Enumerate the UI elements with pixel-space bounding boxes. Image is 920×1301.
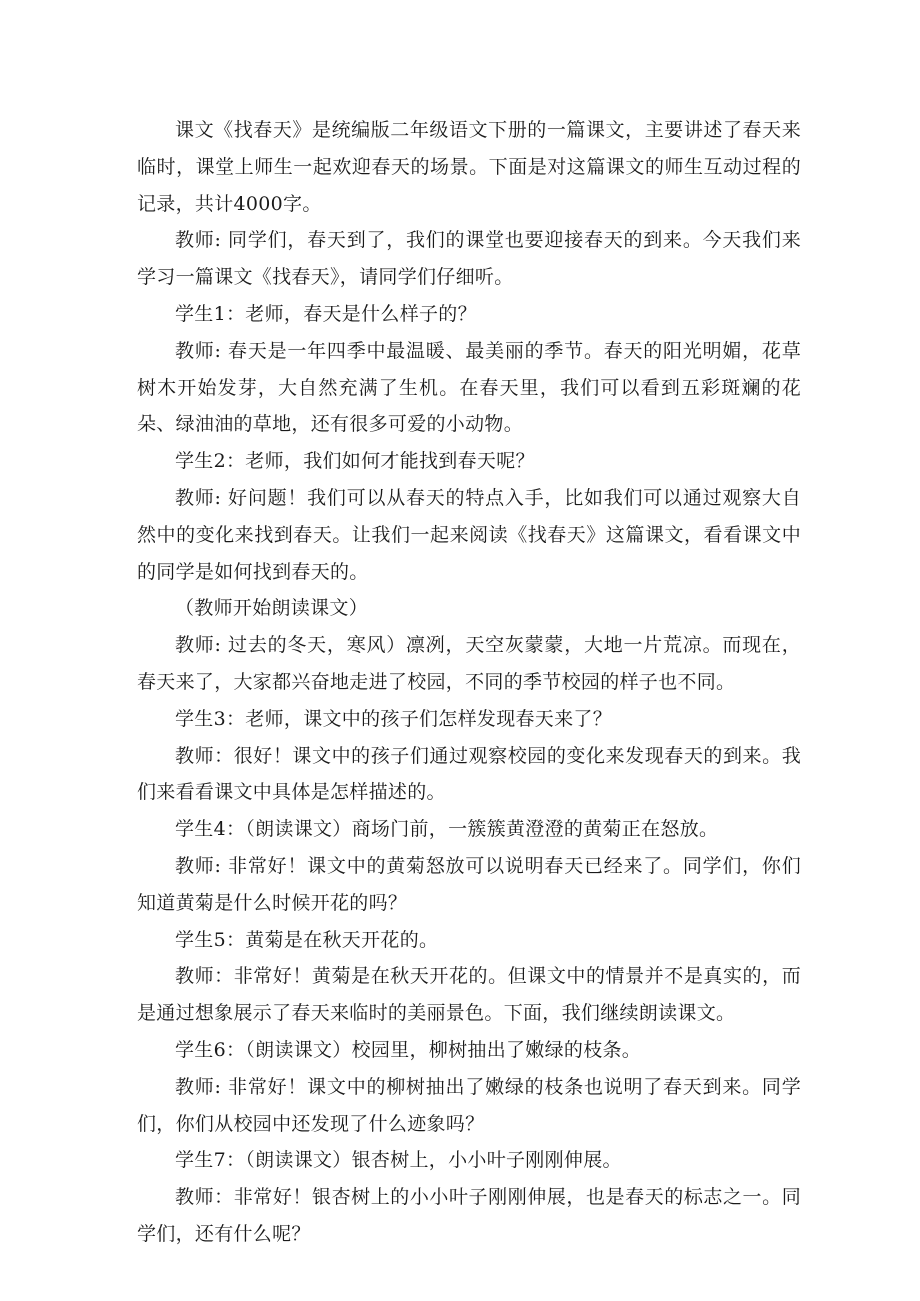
paragraph-student-6: 学生6：（朗读课文）校园里，柳树抽出了嫩绿的枝条。	[175, 1038, 642, 1061]
paragraph-teacher-6: 教师: 非常好！课文中的黄菊怒放可以说明春天已经来了。同学们，你们知道黄菊是什么时候开花的吗？	[137, 854, 801, 914]
paragraph-teacher-1: 教师: 同学们，春天到了，我们的课堂也要迎接春天的到来。今天我们来学习一篇课文《找春天》，请同学们仔细听。	[137, 229, 801, 289]
document-body	[137, 112, 801, 1253]
paragraph-stage-direction: （教师开始朗读课文）	[175, 597, 369, 620]
paragraph-teacher-5: 教师：很好！课文中的孩子们通过观察校园的变化来发现春天的到来。我们来看看课文中具体是怎样描述的。	[137, 744, 801, 804]
paragraph-teacher-9: 教师：非常好！银杏树上的小小叶子刚刚伸展，也是春天的标志之一。同学们，还有什么呢？	[137, 1186, 801, 1245]
paragraph-teacher-8: 教师: 非常好！课文中的柳树抽出了嫩绿的枝条也说明了春天到来。同学们，你们从校园中还发现了什么迹象吗？	[137, 1075, 801, 1135]
paragraph-teacher-2: 教师: 春天是一年四季中最温暖、最美丽的季节。春天的阳光明媚，花草树木开始发芽，大自然充满了生机。在春天里，我们可以看到五彩斑斓的花朵、绿油油的草地，还有很多可爱的小动物。	[137, 339, 801, 436]
paragraph-teacher-7: 教师：非常好！黄菊是在秋天开花的。但课文中的情景并不是真实的，而是通过想象展示了春天来临时的美丽景色。下面，我们继续朗读课文。	[137, 965, 801, 1025]
paragraph-student-7: 学生7：（朗读课文）银杏树上，小小叶子刚刚伸展。	[175, 1149, 622, 1172]
paragraph-student-1: 学生1：老师，春天是什么样子的？	[175, 302, 477, 325]
paragraph-student-4: 学生4：（朗读课文）商场门前，一簇簇黄澄澄的黄菊正在怒放。	[175, 818, 719, 841]
paragraph-teacher-3: 教师: 好问题！我们可以从春天的特点入手，比如我们可以通过观察大自然中的变化来找到春天。让我们一起来阅读《找春天》这篇课文，看看课文中的同学是如何找到春天的。	[137, 486, 801, 583]
paragraph-teacher-4: 教师: 过去的冬天，寒风）凛冽，天空灰蒙蒙，大地一片荒凉。而现在，春天来了，大家都兴奋地走进了校园，不同的季节校园的样子也不同。	[137, 634, 801, 693]
paragraph-student-2: 学生2：老师，我们如何才能找到春天呢？	[175, 450, 535, 473]
paragraph-intro: 课文《找春天》是统编版二年级语文下册的一篇课文，主要讲述了春天来临时，课堂上师生一起欢迎春天的场景。下面是对这篇课文的师生互动过程的记录，共计4000字。	[137, 119, 801, 215]
paragraph-student-5: 学生5：黄菊是在秋天开花的。	[175, 928, 439, 951]
paragraph-student-3: 学生3：老师，课文中的孩子们怎样发现春天来了？	[175, 707, 612, 730]
